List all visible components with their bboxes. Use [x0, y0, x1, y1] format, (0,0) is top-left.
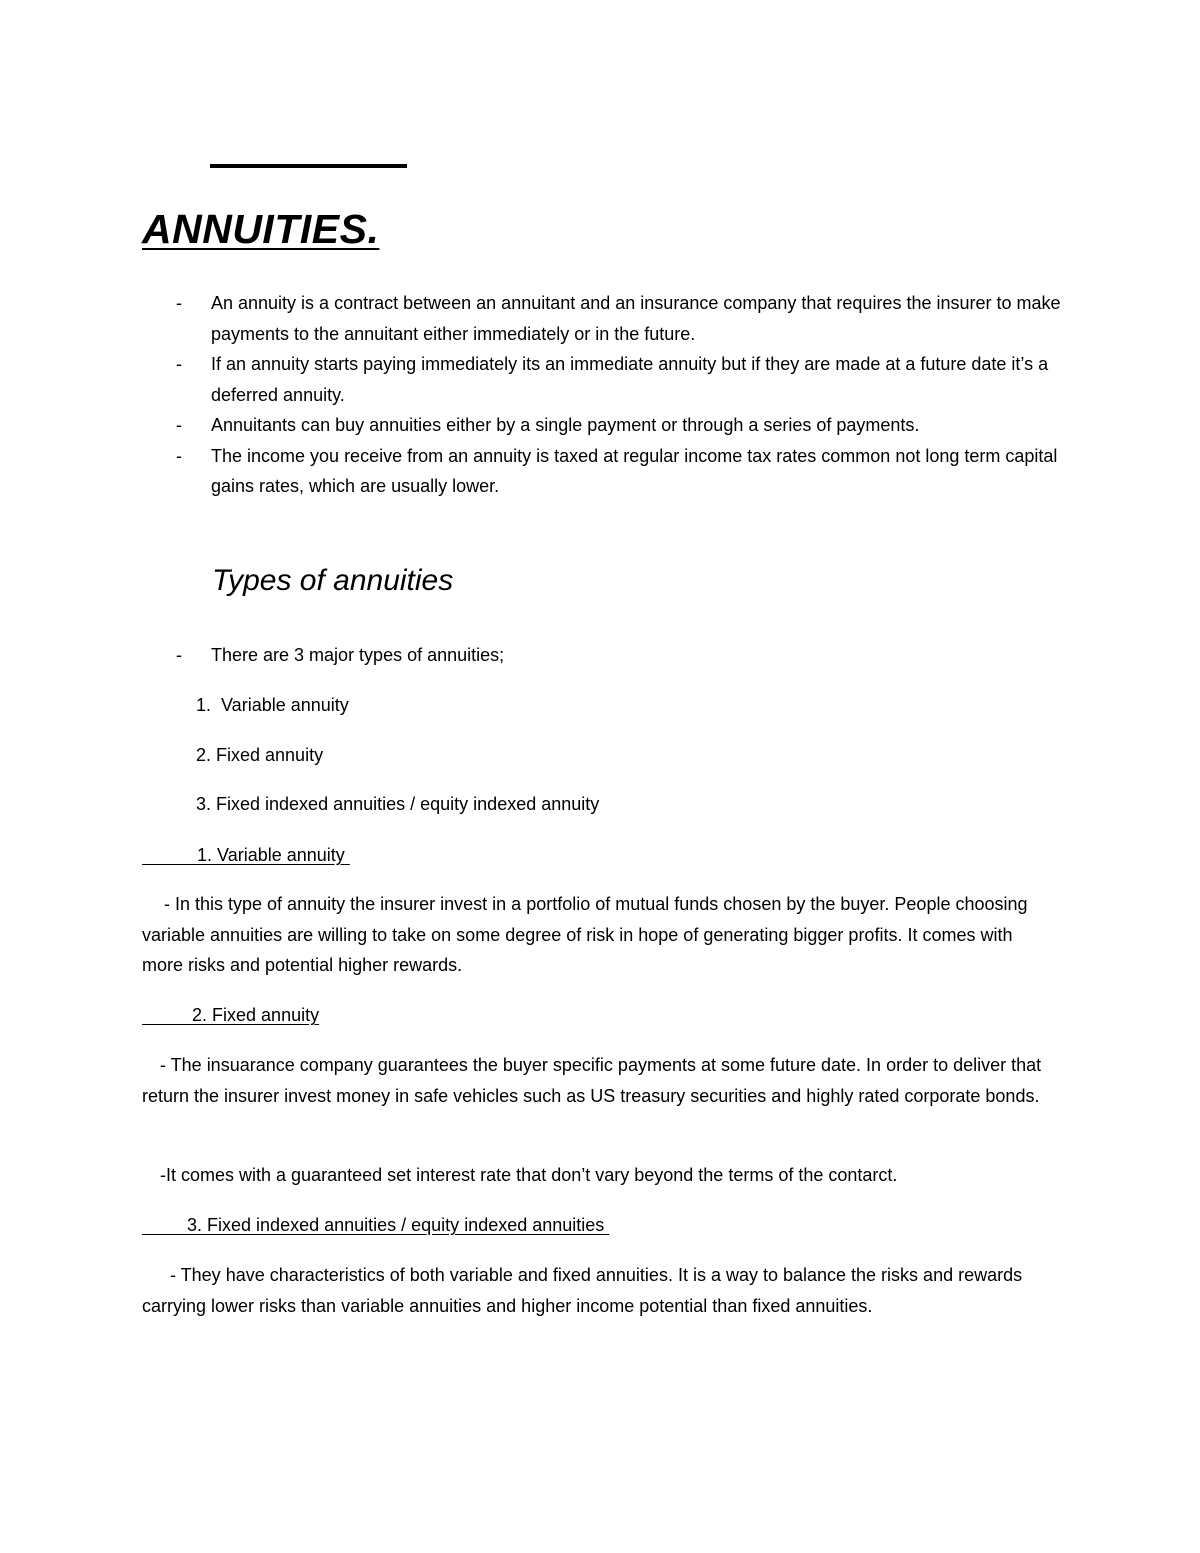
bullet-dash: -	[176, 415, 182, 435]
section-heading-variable-annuity: 1. Variable annuity	[197, 845, 345, 865]
bullet-dash: -	[176, 645, 182, 665]
types-intro-text: There are 3 major types of annuities;	[211, 645, 505, 665]
bullet-dash: -	[176, 445, 182, 466]
bullet-text: If an annuity starts paying immediately its an immediate annuity but if they are made at a future date it’s a deferred annuity.	[211, 354, 1049, 405]
intro-bullet-list	[0, 288, 1200, 502]
bullet-text: Annuitants can buy annuities either by a single payment or through a series of payments.	[211, 415, 920, 435]
bullet-text: An annuity is a contract between an annuitant and an insurance company that requires the insurer to make payments to the annuitant either immediately or in the future.	[211, 293, 1061, 344]
section-paragraph: - The insuarance company guarantees the buyer specific payments at some future date. In order to deliver that return the insurer invest money in safe vehicles such as US treasury securities and highly rated corporate bonds.	[142, 1055, 1042, 1106]
section-paragraph: -It comes with a guaranteed set interest rate that don’t vary beyond the terms of the contarct.	[160, 1165, 898, 1185]
list-item	[0, 441, 1061, 502]
section-heading-fixed-indexed-annuities: 3. Fixed indexed annuities / equity indexed annuities	[187, 1215, 605, 1235]
types-intro-item	[176, 640, 505, 671]
list-item	[0, 288, 1061, 349]
bullet-text: The income you receive from an annuity is taxed at regular income tax rates common not long term capital gains rates, which are usually lower.	[211, 445, 1058, 496]
bullet-dash: -	[176, 293, 182, 313]
section-paragraph: - In this type of annuity the insurer invest in a portfolio of mutual funds chosen by the buyer. People choosing variable annuities are willing to take on some degree of risk in hope of generating bigger profits. It comes with more risks and potential higher rewards.	[142, 894, 1028, 975]
types-list-item-1: 1. Variable annuity	[196, 695, 349, 715]
types-list-item-3: 3. Fixed indexed annuities / equity indexed annuity	[196, 794, 600, 814]
list-item	[0, 349, 1061, 410]
list-item	[0, 410, 1061, 441]
types-heading: Types of annuities	[212, 564, 454, 597]
section-heading-fixed-annuity: 2. Fixed annuity	[192, 1005, 320, 1025]
types-list-item-2: 2. Fixed annuity	[196, 745, 324, 765]
page-title: ANNUITIES.	[142, 206, 380, 252]
bullet-dash: -	[176, 354, 182, 374]
top-horizontal-rule	[210, 164, 407, 168]
section-paragraph: - They have characteristics of both variable and fixed annuities. It is a way to balance the risks and rewards carrying lower risks than variable annuities and higher income potential than fixed annuities.	[142, 1265, 1023, 1316]
